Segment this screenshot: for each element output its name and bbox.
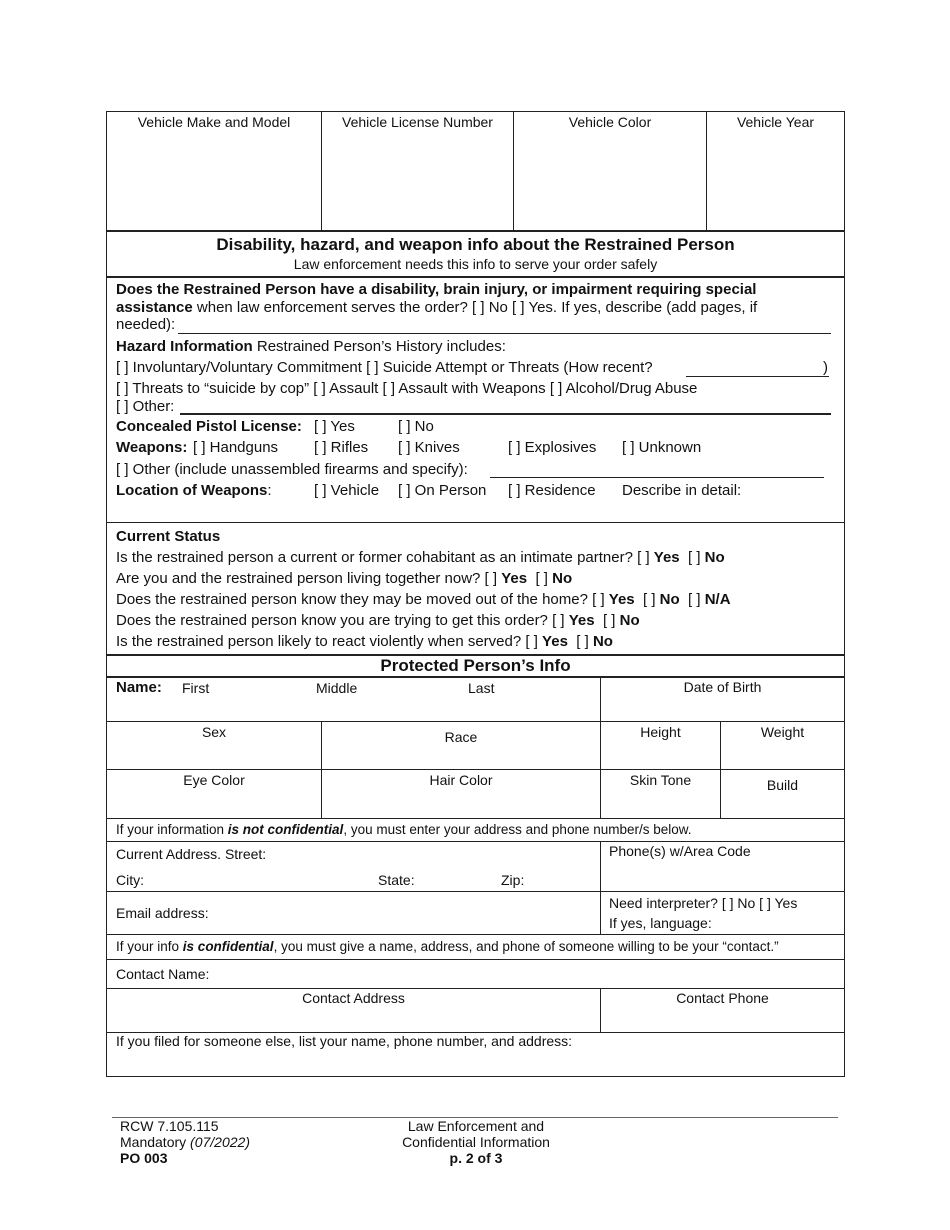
hazard-info-bold: Hazard Information — [116, 338, 253, 355]
vehicle-make-model-header: Vehicle Make and Model — [137, 114, 291, 130]
hazard-commitment-line[interactable]: [ ] Involuntary/Voluntary Commitment [ ] Suicide Attempt or Threats (How recent? — [116, 359, 653, 376]
status-q2-text: Are you and the restrained person living together now? [ ] — [116, 570, 502, 587]
status-q4[interactable] — [116, 612, 640, 629]
protected-person-title: Protected Person’s Info — [380, 656, 571, 675]
name-label: Name: — [116, 679, 162, 696]
status-q3-text: Does the restrained person know they may be moved out of the home? [ ] — [116, 591, 609, 608]
weapons-other-field[interactable] — [490, 477, 824, 478]
footer-page-number: p. 2 of 3 — [449, 1150, 503, 1166]
footer-mandatory — [120, 1134, 250, 1150]
status-q4-text: Does the restrained person know you are trying to get this order? [ ] — [116, 612, 569, 629]
date-of-birth-label: Date of Birth — [683, 679, 762, 695]
not-confidential-text-2: , you must enter your address and phone number/s below. — [343, 822, 692, 837]
weapons-knives-checkbox[interactable]: [ ] Knives — [398, 439, 460, 456]
row-divider — [106, 769, 845, 770]
zip-label[interactable]: Zip: — [501, 872, 525, 888]
current-address-label[interactable]: Current Address. Street: — [116, 846, 267, 862]
row-divider — [106, 818, 845, 819]
footer-title-line1: Law Enforcement and — [407, 1118, 545, 1134]
status-q5-yes[interactable]: Yes — [542, 633, 568, 650]
confidential-text-1: If your info — [116, 939, 183, 954]
row-divider — [106, 721, 845, 722]
weapons-label: Weapons: — [116, 439, 188, 456]
disability-description-field[interactable] — [178, 333, 831, 334]
status-q3-sep2: [ ] — [679, 591, 705, 608]
status-q1-no[interactable]: No — [704, 549, 725, 566]
eye-color-label: Eye Color — [183, 772, 245, 788]
status-q4-sep: [ ] — [594, 612, 620, 629]
first-name-label: First — [182, 680, 210, 696]
weapons-explosives-checkbox[interactable]: [ ] Explosives — [508, 439, 597, 456]
dob-divider — [600, 677, 601, 819]
section-divider — [106, 522, 845, 523]
skin-tone-label: Skin Tone — [629, 772, 692, 788]
confidential-text-2: , you must give a name, address, and phone of someone willing to be your “contact.” — [273, 939, 779, 954]
sex-label: Sex — [201, 724, 227, 740]
status-q1[interactable] — [116, 549, 725, 566]
contact-name-label[interactable]: Contact Name: — [116, 966, 210, 982]
disability-question-rest[interactable]: when law enforcement serves the order? [ ] No [ ] Yes. If yes, describe (add pages, if — [192, 299, 758, 316]
contact-address-label[interactable]: Contact Address — [302, 990, 405, 1006]
row-divider — [106, 988, 845, 989]
row-divider — [106, 891, 845, 892]
weapons-handguns-checkbox[interactable]: [ ] Handguns — [193, 439, 279, 456]
status-q4-no[interactable]: No — [619, 612, 640, 629]
weapons-location-label: Location of Weapons — [116, 482, 268, 499]
status-q1-sep: [ ] — [679, 549, 705, 566]
contact-phone-label[interactable]: Contact Phone — [676, 990, 769, 1006]
not-confidential-note — [116, 822, 692, 837]
footer-form-number: PO 003 — [120, 1150, 168, 1166]
confidential-emphasis: is confidential — [182, 939, 274, 954]
status-q2-sep: [ ] — [527, 570, 553, 587]
state-label[interactable]: State: — [378, 872, 415, 888]
footer-title-line2: Confidential Information — [402, 1134, 550, 1150]
not-confidential-text-1: If your information — [116, 822, 228, 837]
pistol-license-label: Concealed Pistol License: — [116, 418, 302, 435]
filed-for-someone-else-label[interactable]: If you filed for someone else, list your name, phone number, and address: — [116, 1033, 573, 1049]
weapons-unknown-checkbox[interactable]: [ ] Unknown — [622, 439, 702, 456]
row-divider — [106, 934, 845, 935]
hazard-section-subtitle: Law enforcement needs this info to serve your order safely — [293, 256, 658, 272]
vehicle-year-header: Vehicle Year — [736, 114, 815, 130]
location-describe-label: Describe in detail: — [622, 482, 742, 499]
weapons-rifles-checkbox[interactable]: [ ] Rifles — [314, 439, 369, 456]
status-q3-yes[interactable]: Yes — [608, 591, 635, 608]
section-divider — [106, 230, 845, 232]
how-recent-close-paren: ) — [823, 359, 828, 376]
status-q1-yes[interactable]: Yes — [653, 549, 680, 566]
city-label[interactable]: City: — [116, 872, 144, 888]
status-q1-text: Is the restrained person a current or former cohabitant as an intimate partner? [ ] — [116, 549, 654, 566]
status-q5-text: Is the restrained person likely to react violently when served? [ ] — [116, 633, 543, 650]
status-q3-na[interactable]: N/A — [704, 591, 731, 608]
row-divider — [106, 959, 845, 960]
footer-mandatory-label: Mandatory — [120, 1134, 191, 1150]
vehicle-color-header: Vehicle Color — [568, 114, 652, 130]
disability-question-line2 — [116, 299, 757, 316]
weapons-other-label[interactable]: [ ] Other (include unassembled firearms and specify): — [116, 461, 468, 478]
footer-rcw: RCW 7.105.115 — [120, 1118, 219, 1134]
footer-date: (07/2022) — [190, 1134, 250, 1150]
phone-divider — [600, 841, 601, 934]
location-vehicle-checkbox[interactable]: [ ] Vehicle — [314, 482, 380, 499]
current-status-title: Current Status — [116, 528, 221, 545]
status-q2-yes[interactable]: Yes — [501, 570, 528, 587]
status-q5-no[interactable]: No — [592, 633, 613, 650]
interpreter-checkbox[interactable]: Need interpreter? [ ] No [ ] Yes — [609, 895, 798, 911]
hair-color-label: Hair Color — [429, 772, 493, 788]
vehicle-license-header: Vehicle License Number — [342, 114, 493, 130]
weapons-location-row — [116, 482, 272, 499]
status-q3-no[interactable]: No — [659, 591, 680, 608]
language-label[interactable]: If yes, language: — [609, 915, 712, 931]
disability-assistance-label: assistance — [116, 299, 193, 316]
hazard-other-label[interactable]: [ ] Other: — [116, 398, 175, 415]
email-label[interactable]: Email address: — [116, 905, 209, 921]
weight-label: Weight — [760, 724, 805, 740]
pistol-yes-checkbox[interactable]: [ ] Yes — [314, 418, 355, 435]
disability-needed-label: needed): — [116, 316, 176, 333]
hazard-info-rest: Restrained Person’s History includes: — [252, 338, 506, 355]
confidential-note — [116, 939, 779, 954]
status-q3[interactable] — [116, 591, 731, 608]
status-q4-yes[interactable]: Yes — [568, 612, 595, 629]
build-label: Build — [766, 777, 799, 793]
row-divider — [106, 841, 845, 842]
how-recent-field[interactable] — [686, 376, 829, 377]
not-confidential-emphasis: is not confidential — [227, 822, 344, 837]
section-divider — [106, 276, 845, 278]
hazard-threats-line[interactable]: [ ] Threats to “suicide by cop” [ ] Assault [ ] Assault with Weapons [ ] Alcohol/Drug Abuse — [116, 380, 698, 397]
section-divider — [106, 676, 845, 678]
hazard-other-field[interactable] — [180, 413, 831, 415]
middle-name-label: Middle — [316, 680, 358, 696]
phone-label[interactable]: Phone(s) w/Area Code — [609, 843, 751, 859]
hazard-section-title: Disability, hazard, and weapon info about the Restrained Person — [216, 235, 735, 254]
disability-question-line1: Does the Restrained Person have a disability, brain injury, or impairment requiring special — [116, 281, 757, 298]
weapons-location-colon: : — [267, 482, 272, 499]
pistol-no-checkbox[interactable]: [ ] No — [398, 418, 434, 435]
location-residence-checkbox[interactable]: [ ] Residence — [508, 482, 596, 499]
status-q2[interactable] — [116, 570, 572, 587]
hazard-info-label — [116, 338, 506, 355]
status-q3-sep: [ ] — [634, 591, 660, 608]
race-label: Race — [444, 729, 478, 745]
location-person-checkbox[interactable]: [ ] On Person — [398, 482, 487, 499]
status-q5[interactable] — [116, 633, 613, 650]
status-q2-no[interactable]: No — [552, 570, 573, 587]
last-name-label: Last — [468, 680, 495, 696]
height-label: Height — [640, 724, 681, 740]
status-q5-sep: [ ] — [567, 633, 593, 650]
